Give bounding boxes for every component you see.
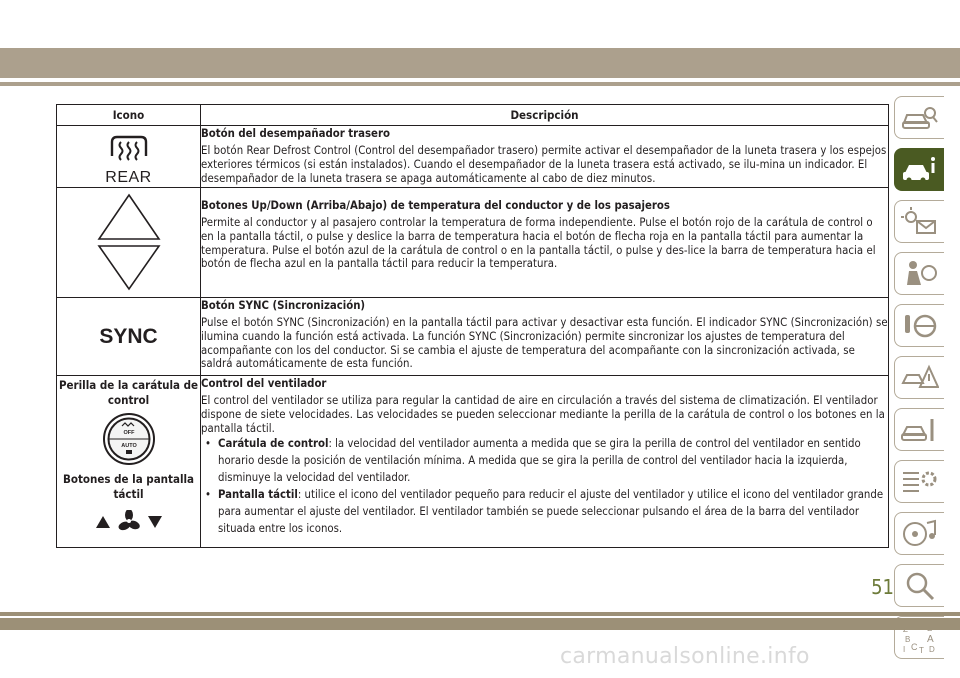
- description-cell: [201, 376, 889, 548]
- climate-controls-table: [56, 104, 889, 548]
- index-letter: A: [927, 634, 934, 645]
- warning-lights-message-icon: [901, 207, 939, 237]
- tab-steering-key[interactable]: [894, 304, 944, 347]
- row-title: Botón del desempañador trasero: [201, 127, 390, 140]
- tab-breakdown-warning[interactable]: [894, 356, 944, 399]
- bullet-text: : utilice el icono del ventilador pequeño para reducir el ajuste del ventilador y utilice el icono del ventilador grande para aumentar el ajuste del ventilador. El ventilador también se puede seleccionar pulsando el área de la barra del ventilador situada entre los iconos.: [218, 488, 884, 536]
- airbag-safety-icon: [901, 259, 939, 289]
- row-title: Botones Up/Down (Arriba/Abajo) de temperatura del conductor y de los pasajeros: [201, 199, 670, 212]
- bullet-term: Carátula de control: [218, 437, 329, 451]
- specifications-gear-icon: [901, 467, 939, 497]
- icon-cell: [57, 126, 201, 188]
- fan-speed-icons: [57, 510, 200, 537]
- icon-cell: [57, 298, 201, 376]
- tab-search[interactable]: [894, 564, 944, 607]
- car-service-wrench-icon: [901, 415, 939, 445]
- icon-cell: [57, 188, 201, 298]
- knob-caption: Perilla de la carátula de control: [58, 378, 199, 407]
- tab-specifications[interactable]: [894, 460, 944, 503]
- car-search-icon: [901, 103, 939, 133]
- blower-knob-icon: [102, 412, 156, 466]
- list-item: • Pantalla táctil: utilice el icono del ventilador pequeño para reducir el ajuste del ventilador y utilice el icono del ventilador grande para aumentar el ajuste del ventilador. El ventilador también se puede seleccionar pulsando el área de la barra del ventilador situada entre los iconos.: [205, 488, 884, 536]
- tab-warning-lights[interactable]: [894, 200, 944, 243]
- header-description: Descripción: [201, 105, 889, 126]
- row-text: El botón Rear Defrost Control (Control del desempañador trasero) permite activar el desempañador de la luneta trasera y los espejos exteriores térmicos (si están instalados). Cuando el desempañador de la luneta trasera está activado, se ilu-mina un indicador. El desempañador de la luneta trasera se apaga automáticamente al cabo de diez minutos.: [201, 144, 887, 185]
- car-breakdown-warning-icon: [901, 363, 939, 393]
- chapter-tabs: [894, 96, 944, 668]
- top-margin: [0, 0, 960, 48]
- steering-wheel-key-icon: [901, 311, 939, 341]
- row-text: Permite al conductor y al pasajero controlar la temperatura de forma independiente. Pulse el botón rojo de la carátula de control o en la pantalla táctil, o pulse y deslice la barra de temperatura hacia el botón de flecha roja en la pantalla táctil para aumentar la temperatura. Pulse el botón azul de la carátula de control o en la pantalla táctil, o pulse y des-lice la barra de temperatura hacia el botón de flecha azul en la pantalla táctil para reducir la temperatura.: [201, 216, 876, 271]
- touchscreen-caption: Botones de la pantalla táctil: [62, 472, 195, 501]
- sync-icon: SYNC: [99, 324, 158, 348]
- bullet-list: [201, 435, 888, 537]
- index-letter: B: [905, 635, 911, 644]
- tab-car-search[interactable]: [894, 96, 944, 139]
- page-number: 51: [871, 575, 894, 599]
- tab-car-info[interactable]: [894, 148, 944, 191]
- car-info-icon: [901, 155, 939, 185]
- description-cell: [201, 298, 889, 376]
- index-letter: C: [911, 642, 918, 652]
- watermark: carmanualsonline.info: [560, 644, 810, 669]
- header-icon: Icono: [57, 105, 201, 126]
- row-title: Control del ventilador: [201, 377, 327, 390]
- temperature-up-down-icon: [57, 188, 200, 297]
- table-row: [57, 376, 889, 548]
- row-title: Botón SYNC (Sincronización): [201, 299, 366, 312]
- table-row: [57, 188, 889, 298]
- tab-car-service[interactable]: [894, 408, 944, 451]
- index-letter: I: [903, 645, 906, 653]
- index-letter: D: [929, 645, 935, 653]
- knob-off-label: OFF: [123, 430, 134, 436]
- knob-auto-label: AUTO: [120, 443, 137, 449]
- footer-line: [0, 612, 960, 616]
- table-header-row: [57, 105, 889, 126]
- description-cell: [201, 188, 889, 298]
- row-text: Pulse el botón SYNC (Sincronización) en la pantalla táctil para activar y desactivar esta función. El indicador SYNC (Sincronización) se ilumina cuando la función está activada. La función SYNC (Sincronización) permite sincronizar los ajustes de temperatura del acompañante con los del conductor. Si se cambia el ajuste de temperatura del acompañante con la sincronización activada, se saldrá automáticamente de esta función.: [201, 316, 888, 371]
- rear-label: REAR: [105, 169, 152, 186]
- table-row: [57, 126, 889, 188]
- header-stripe: [0, 48, 960, 78]
- bullet-term: Pantalla táctil: [218, 488, 298, 502]
- tab-airbag-safety[interactable]: [894, 252, 944, 295]
- rear-defrost-icon: [57, 126, 200, 187]
- search-magnifier-icon: [901, 571, 939, 601]
- description-cell: [201, 126, 889, 188]
- index-letter: T: [919, 646, 924, 653]
- header-line: [0, 82, 960, 86]
- table-row: [57, 298, 889, 376]
- icon-cell: [57, 376, 201, 548]
- bullet-text: : la velocidad del ventilador aumenta a medida que se gira la perilla de control del ventilador en sentido horario desde la posición de ventilación mínima. A medida que se gira la perilla de control del ventilador hacia la izquierda, disminuye la velocidad del ventilador.: [218, 437, 861, 485]
- multimedia-music-icon: [901, 519, 939, 549]
- tab-multimedia[interactable]: [894, 512, 944, 555]
- row-text: El control del ventilador se utiliza para regular la cantidad de aire en circulación a través del sistema de climatización. El ventilador dispone de siete velocidades. Las velocidades se pueden seleccionar mediante la perilla de la carátula de control o los botones en la pantalla táctil.: [201, 394, 885, 435]
- footer-stripe: [0, 618, 960, 630]
- list-item: • Carátula de control: la velocidad del ventilador aumenta a medida que se gira la perilla de control del ventilador en sentido horario desde la posición de ventilación mínima. A medida que se gira la perilla de control del ventilador hacia la izquierda, disminuye la velocidad del ventilador.: [205, 437, 861, 485]
